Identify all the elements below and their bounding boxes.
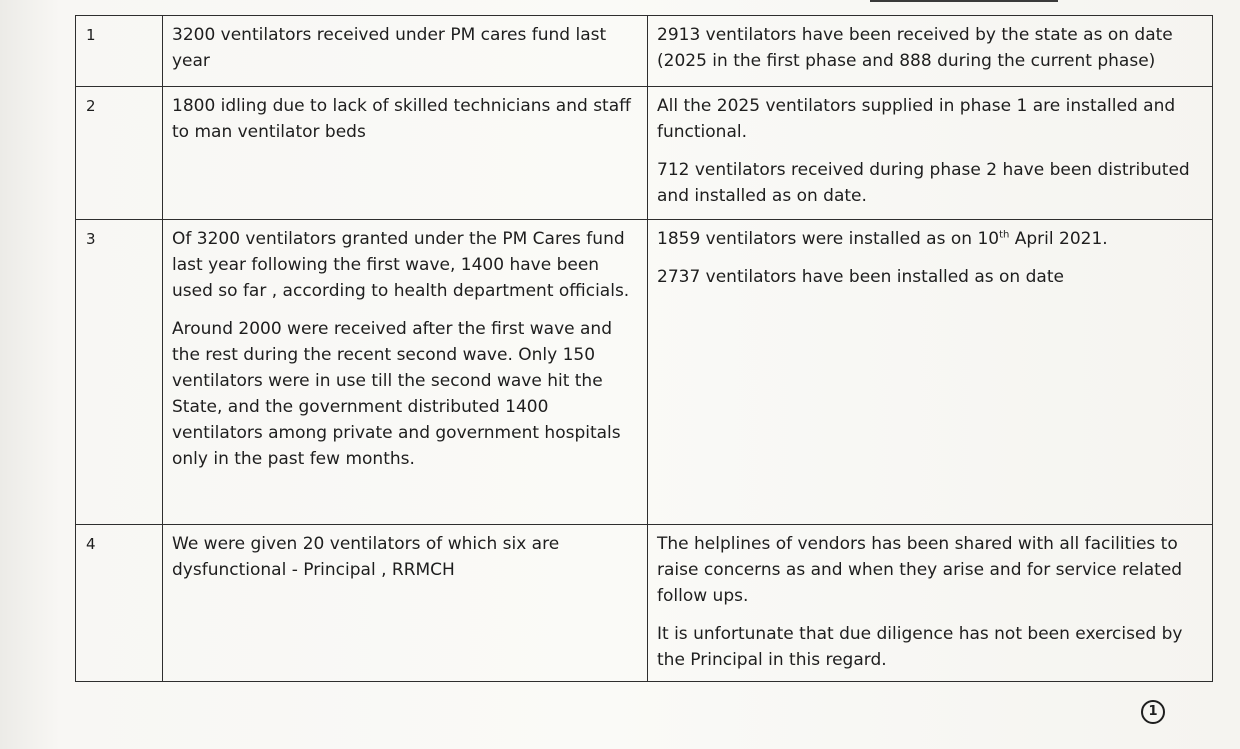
- response-paragraph: 2737 ventilators have been installed as on date: [657, 267, 1064, 287]
- response-paragraph: The helplines of vendors has been shared with all facilities to raise concerns as and when they arise and for service related follow ups.: [657, 534, 1183, 606]
- row-number: 3: [76, 220, 163, 525]
- row-number: 4: [76, 525, 163, 682]
- claim-paragraph: Of 3200 ventilators granted under the PM Cares fund last year following the first wave, 1400 have been used so far , according to health department officials.: [172, 229, 630, 301]
- response-text: 1859 ventilators were installed as on 10: [657, 229, 1000, 249]
- response-paragraph: 2913 ventilators have been received by the state as on date (2025 in the first phase and 888 during the current phase): [657, 25, 1173, 71]
- response-paragraph: 712 ventilators received during phase 2 have been distributed and installed as on date.: [657, 160, 1190, 206]
- table-row: [76, 525, 1213, 682]
- response-cell: [648, 87, 1213, 220]
- top-rule: [870, 0, 1058, 2]
- response-paragraph: All the 2025 ventilators supplied in phase 1 are installed and functional.: [657, 96, 1176, 142]
- response-cell: [648, 220, 1213, 525]
- claim-paragraph: We were given 20 ventilators of which six are dysfunctional - Principal , RRMCH: [172, 534, 560, 580]
- response-text: April 2021.: [1009, 229, 1108, 249]
- response-cell: [648, 525, 1213, 682]
- claim-paragraph: Around 2000 were received after the first wave and the rest during the recent second wave. Only 150 ventilators were in use till the second wave hit the State, and the government distributed 1400 ventilators among private and government hospitals only in the past few months.: [172, 319, 621, 469]
- claim-cell: [163, 220, 648, 525]
- table-row: [76, 16, 1213, 87]
- table-row: [76, 87, 1213, 220]
- claim-paragraph: 1800 idling due to lack of skilled technicians and staff to man ventilator beds: [172, 96, 631, 142]
- claim-paragraph: 3200 ventilators received under PM cares fund last year: [172, 25, 607, 71]
- response-cell: [648, 16, 1213, 87]
- response-paragraph: [657, 226, 1204, 252]
- claim-cell: [163, 525, 648, 682]
- response-paragraph: It is unfortunate that due diligence has not been exercised by the Principal in this regard.: [657, 624, 1183, 670]
- table-row: [76, 220, 1213, 525]
- ordinal-suffix: th: [999, 229, 1010, 241]
- ventilator-response-table: [75, 15, 1213, 682]
- claim-cell: [163, 87, 648, 220]
- row-number: 2: [76, 87, 163, 220]
- claim-cell: [163, 16, 648, 87]
- row-number: 1: [76, 16, 163, 87]
- page-number-mark: 1: [1141, 700, 1165, 724]
